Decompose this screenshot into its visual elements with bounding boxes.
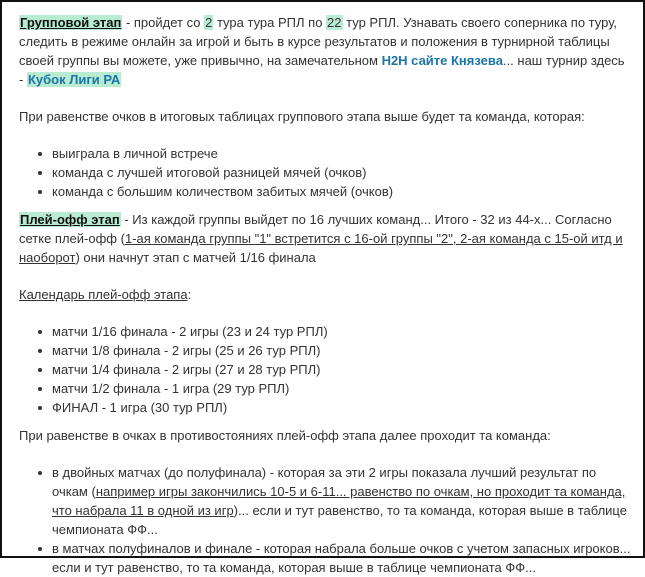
text: )... если и тут равенство, то та команда, которая выше в таблице чемпионата ФФ... [52,503,627,537]
list-item: матчи 1/8 финала - 2 игры (25 и 26 тур РПЛ) [52,341,631,360]
text: ... наш турнир здесь - [19,53,625,87]
playoff-tiebreak-intro: При равенстве в очках в противостояниях плей-офф этапа далее проходит та команда: [19,428,551,443]
group-stage-heading: Групповой этап [20,15,122,30]
bracket-rule: 1-ая команда группы "1" встретится с 16-ой группы "2", 2-ая команда с 15-ой итд и наоборот [19,231,623,265]
list-item: матчи 1/4 финала - 2 игры (27 и 28 тур РПЛ) [52,360,631,379]
document-content [19,13,631,577]
playoff-tiebreak-list [19,463,631,577]
end-round-number: 22 [327,15,342,30]
list-item: команда с большим количеством забитых мячей (очков) [52,182,631,201]
group-stage-paragraph [19,13,631,89]
playoff-heading: Плей-офф этап [20,212,120,227]
list-item: выиграла в личной встрече [52,144,631,163]
text: тур РПЛ. Узнавать своего соперника по туру, следить в режиме онлайн за игрой и быть в курсе результатов и положения в турнирной таблицы своей группы вы можете, уже привычно, на замечательном [19,15,618,68]
list-item: матчи 1/2 финала - 1 игра (29 тур РПЛ) [52,379,631,398]
playoff-calendar-list [19,322,631,417]
text: : [187,287,192,302]
list-item: матчи 1/16 финала - 2 игры (23 и 24 тур РПЛ) [52,322,631,341]
list-item: команда с лучшей итоговой разницей мячей (очков) [52,163,631,182]
group-tiebreak-intro: При равенстве очков в итоговых таблицах группового этапа выше будет та команда, которая: [19,109,585,124]
h2h-site-link[interactable]: H2H сайте Князева [381,53,503,68]
playoff-calendar-title: Календарь плей-офф этапа [19,287,188,302]
list-item: в матчах полуфиналов и финале - которая набрала больше очков с учетом запасных игроков... если и тут равенство, то та команда, которая выше в таблице чемпионата ФФ... [52,541,631,575]
list-item [52,463,631,539]
playoff-calendar-label [19,285,631,304]
text: - пройдет со [122,15,205,30]
text: ) они начнут этап с матчей 1/16 финала [75,250,316,265]
text: в двойных матчах (до полуфинала) - которая за эти 2 игры показала лучший результат по очкам ( [52,465,597,499]
list-item: ФИНАЛ - 1 игра (30 тур РПЛ) [52,398,631,417]
text: тура тура РПЛ по [213,15,327,30]
tiebreak-example: например игры закончились 10-5 и 6-11... равенство по очкам, но проходит та команда, что набрала 11 в одной из игр [52,484,626,518]
league-cup-link[interactable]: Кубок Лиги РА [27,72,121,87]
start-round-number: 2 [205,15,213,30]
group-tiebreak-list [19,144,631,201]
text: - Из каждой группы выйдет по 16 лучших команд... Итого - 32 из 44-х... Согласно сетке плей-офф ( [19,212,612,246]
playoff-paragraph [19,210,631,267]
